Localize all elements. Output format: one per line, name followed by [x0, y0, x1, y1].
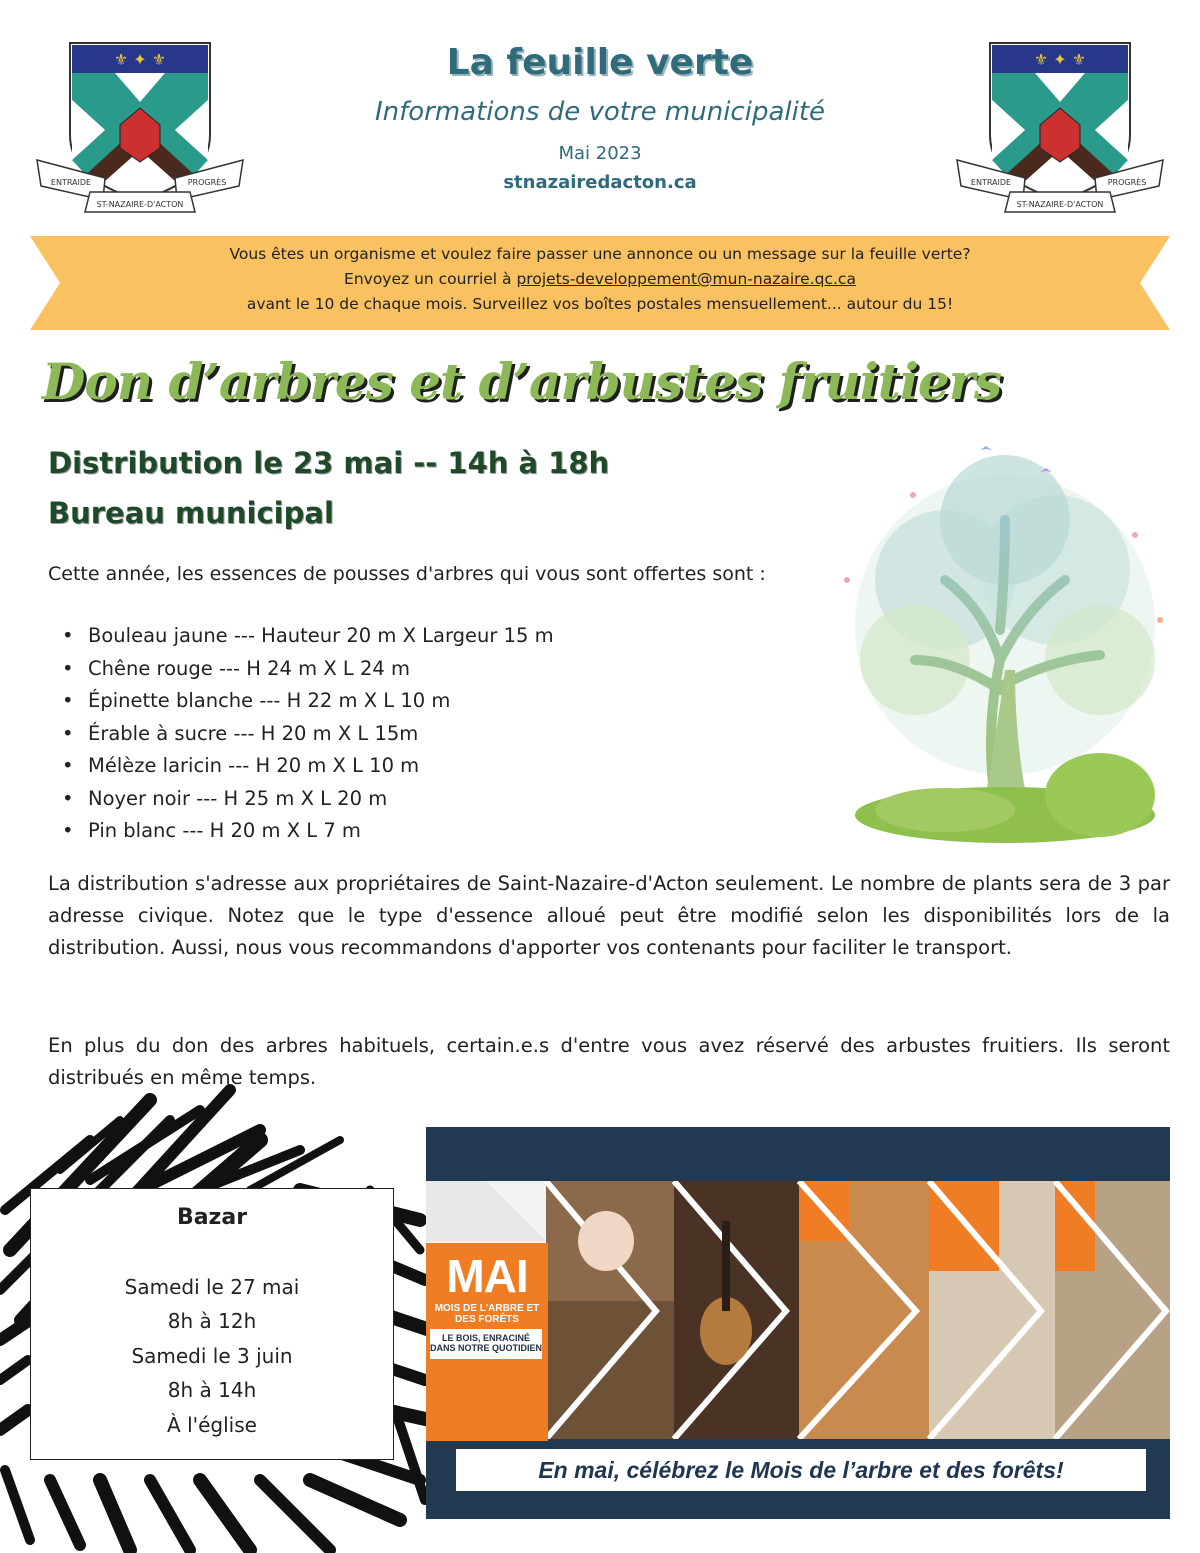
svg-text:⚜ ✦ ⚜: ⚜ ✦ ⚜	[113, 50, 167, 69]
mai-logo-subtitle: MOIS DE L'ARBRE ET DES FORÊTS	[434, 1303, 540, 1325]
mai-logo-title: MAI	[446, 1250, 528, 1302]
list-item: • Noyer noir --- H 25 m X L 20 m	[88, 783, 788, 816]
article-headline: Don d’arbres et d’arbustes fruitiers	[42, 352, 1002, 411]
poster-photo-strip	[426, 1181, 1170, 1439]
shrubs-paragraph: En plus du don des arbres habituels, certain.e.s d'entre vous avez réservé des arbustes fruitiers. Ils seront distribués en même temps.	[48, 1034, 1170, 1089]
bazar-line: À l'église	[167, 1412, 257, 1437]
announcement-banner	[30, 236, 1170, 330]
crest-motto-left: ENTRAIDE	[970, 178, 1012, 187]
crest-name: ST-NAZAIRE-D'ACTON	[96, 200, 184, 209]
crest-name: ST-NAZAIRE-D'ACTON	[1016, 200, 1104, 209]
newsletter-header	[280, 42, 920, 193]
municipal-crest-left	[35, 40, 245, 215]
bazar-line: Samedi le 3 juin	[131, 1343, 293, 1368]
banner-line-3: avant le 10 de chaque mois. Surveillez vos boîtes postales mensuellement... autour du 15!	[246, 295, 954, 313]
bazar-title: Bazar	[176, 1205, 248, 1230]
bazar-box	[30, 1188, 394, 1460]
list-item: • Bouleau jaune --- Hauteur 20 m X Largeur 15 m	[88, 620, 788, 653]
list-item: • Pin blanc --- H 20 m X L 7 m	[88, 815, 788, 848]
newsletter-title: La feuille verte	[446, 42, 754, 83]
website-link[interactable]: stnazairedacton.ca	[503, 172, 697, 193]
crest-motto-right: PROGRÈS	[1107, 178, 1147, 187]
municipal-crest-right	[955, 40, 1165, 215]
crest-motto-right: PROGRÈS	[187, 178, 227, 187]
poster-caption: En mai, célébrez le Mois de l’arbre et des forêts!	[456, 1449, 1146, 1491]
email-link[interactable]: projets-developpement@mun-nazaire.qc.ca	[516, 270, 856, 288]
list-item: • Érable à sucre --- H 20 m X L 15m	[88, 718, 788, 751]
bazar-line: 8h à 14h	[167, 1378, 257, 1402]
crest-motto-left: ENTRAIDE	[50, 178, 92, 187]
newsletter-subtitle: Informations de votre municipalité	[374, 97, 826, 127]
issue-date: Mai 2023	[558, 143, 642, 164]
intro-text: Cette année, les essences de pousses d'arbres qui vous sont offertes sont :	[48, 563, 766, 585]
svg-text:⚜ ✦ ⚜: ⚜ ✦ ⚜	[1033, 50, 1087, 69]
species-list	[88, 620, 788, 848]
location-heading: Bureau municipal	[48, 496, 334, 530]
tree-illustration	[835, 430, 1175, 850]
banner-line-2: Envoyez un courriel à projets-developpement@mun-nazaire.qc.ca	[344, 270, 856, 288]
list-item: • Mélèze laricin --- H 20 m X L 10 m	[88, 750, 788, 783]
month-of-tree-poster	[426, 1127, 1170, 1519]
bazar-line: 8h à 12h	[167, 1309, 257, 1333]
mai-logo-tagline: LE BOIS, ENRACINÉ DANS NOTRE QUOTIDIEN	[430, 1329, 542, 1359]
list-item: • Épinette blanche --- H 22 m X L 10 m	[88, 685, 788, 718]
list-item: • Chêne rouge --- H 24 m X L 24 m	[88, 653, 788, 686]
distribution-date-heading: Distribution le 23 mai -- 14h à 18h	[48, 446, 610, 480]
bazar-line: Samedi le 27 mai	[124, 1274, 300, 1299]
distribution-paragraph: La distribution s'adresse aux propriétaires de Saint-Nazaire-d'Acton seulement. Le nombre de plants sera de 3 par adresse civique. Notez que le type d'essence alloué peut être modifié selon les disponibilités lors de la distribution. Aussi, nous vous recommandons d'apporter vos contenants pour faciliter le transport.	[48, 872, 1170, 959]
banner-line-1: Vous êtes un organisme et voulez faire passer une annonce ou un message sur la feuille verte?	[229, 245, 971, 263]
